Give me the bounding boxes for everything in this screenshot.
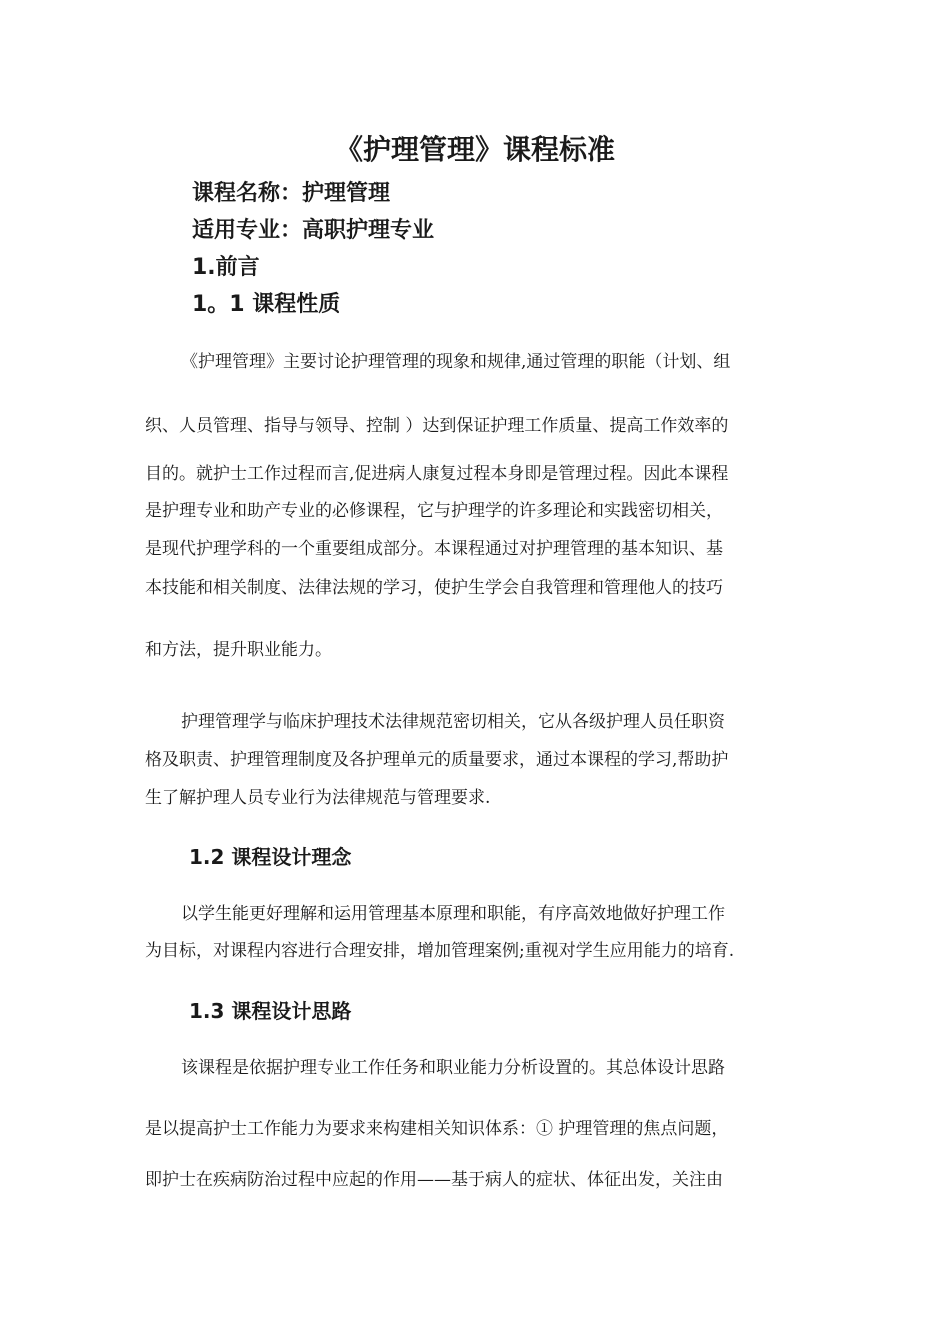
para1-line: 是护理专业和助产专业的必修课程，它与护理学的许多理论和实践密切相关， <box>145 501 723 521</box>
para1-line: 是现代护理学科的一个重要组成部分。本课程通过对护理管理的基本知识、基 <box>145 539 723 559</box>
para2-line: 格及职责、护理管理制度及各护理单元的质量要求，通过本课程的学习,帮助护 <box>145 750 729 770</box>
section-heading-1-2: 1.2 课程设计理念 <box>189 845 352 869</box>
para4-line: 是以提高护士工作能力为要求来构建相关知识体系：① 护理管理的焦点问题， <box>145 1119 729 1139</box>
course-name-line: 课程名称：护理管理 <box>192 181 391 206</box>
document-title: 《护理管理》课程标准 <box>334 133 615 166</box>
para4-line: 即护士在疾病防治过程中应起的作用——基于病人的症状、体征出发，关注由 <box>145 1170 723 1190</box>
para3-line: 为目标，对课程内容进行合理安排，增加管理案例;重视对学生应用能力的培育. <box>145 941 735 961</box>
para2-line: 护理管理学与临床护理技术法律规范密切相关，它从各级护理人员任职资 <box>181 712 725 732</box>
para1-line: 和方法，提升职业能力。 <box>145 640 332 660</box>
section-heading-1: 1.前言 <box>192 255 260 280</box>
para1-line: 目的。就护士工作过程而言,促进病人康复过程本身即是管理过程。因此本课程 <box>145 464 729 484</box>
para1-line: 本技能和相关制度、法律法规的学习，使护生学会自我管理和管理他人的技巧 <box>145 578 723 598</box>
major-line: 适用专业：高职护理专业 <box>192 218 435 243</box>
para1-line: 《护理管理》主要讨论护理管理的现象和规律,通过管理的职能（计划、组 <box>181 352 731 372</box>
section-heading-1-3: 1.3 课程设计思路 <box>189 999 352 1023</box>
para4-line: 该课程是依据护理专业工作任务和职业能力分析设置的。其总体设计思路 <box>181 1058 725 1078</box>
section-heading-1-1: 1。1 课程性质 <box>192 292 341 317</box>
para3-line: 以学生能更好理解和运用管理基本原理和职能，有序高效地做好护理工作 <box>181 904 725 924</box>
para1-line: 织、人员管理、指导与领导、控制 ）达到保证护理工作质量、提高工作效率的 <box>145 416 729 436</box>
para2-line: 生了解护理人员专业行为法律规范与管理要求. <box>145 788 491 808</box>
